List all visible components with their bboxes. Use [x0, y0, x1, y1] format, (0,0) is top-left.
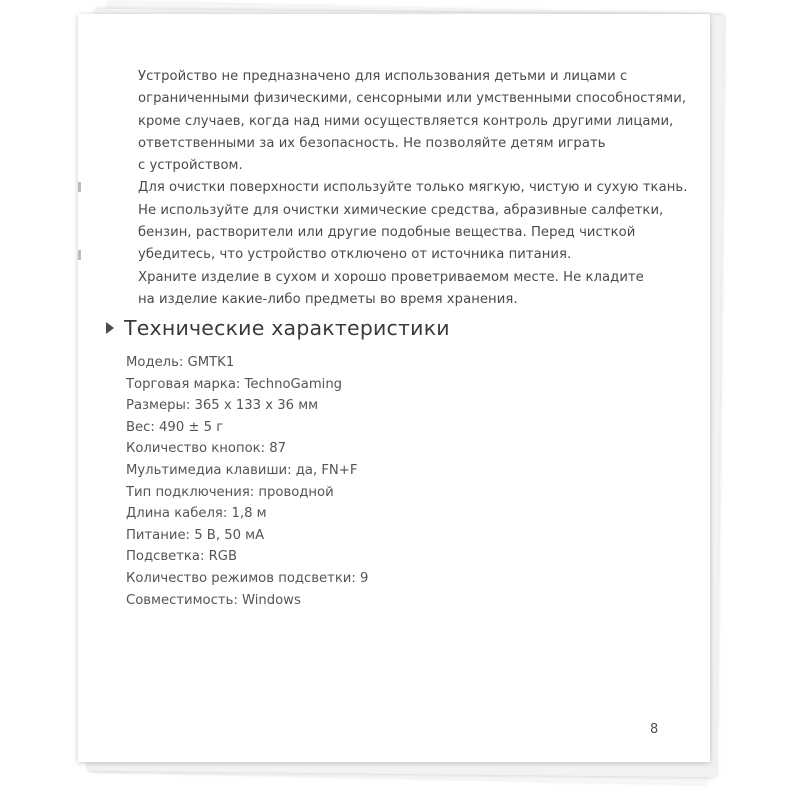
specs-heading-text: Технические характеристики	[124, 316, 450, 340]
text-line: Храните изделие в сухом и хорошо проветриваемом месте. Не кладите	[138, 269, 644, 285]
spec-item: Модель: GMTK1	[126, 355, 235, 370]
spec-item: Тип подключения: проводной	[126, 484, 334, 500]
text-line: убедитесь, что устройство отключено от источника питания.	[138, 247, 572, 263]
spec-item: Количество режимов подсветки: 9	[126, 570, 369, 586]
binding-mark	[78, 250, 81, 260]
spec-item: Вес: 490 ± 5 г	[126, 419, 224, 435]
specs-list	[126, 352, 368, 611]
spec-item: Длина кабеля: 1,8 м	[126, 506, 267, 522]
spec-item: Питание: 5 В, 50 мА	[126, 527, 265, 543]
text-line: ответственными за их безопасность. Не позволяйте детям играть	[138, 135, 606, 151]
spec-item: Подсветка: RGB	[126, 549, 238, 565]
triangle-bullet-icon	[106, 322, 114, 334]
spec-item: Торговая марка: TechnoGaming	[126, 376, 343, 392]
spec-item: Размеры: 365 x 133 x 36 мм	[126, 398, 319, 414]
binding-mark	[78, 182, 81, 192]
spec-item: Количество кнопок: 87	[126, 441, 287, 457]
spec-item: Мультимедиа клавиши: да, FN+F	[126, 462, 358, 478]
text-line: ограниченными физическими, сенсорными или умственными способностями,	[138, 91, 687, 107]
specs-heading	[106, 316, 450, 340]
text-line: Устройство не предназначено для использования детьми и лицами с	[138, 69, 628, 84]
spec-item: Совместимость: Windows	[126, 592, 301, 608]
text-line: бензин, растворители или другие подобные вещества. Перед чисткой	[138, 225, 636, 241]
text-line: Не используйте для очистки химические средства, абразивные салфетки,	[138, 202, 664, 218]
text-line: кроме случаев, когда над ними осуществляется контроль другими лицами,	[138, 113, 674, 129]
text-line: на изделие какие-либо предметы во время хранения.	[138, 291, 518, 307]
text-line: Для очистки поверхности используйте только мягкую, чистую и сухую ткань.	[138, 180, 688, 196]
text-line: с устройством.	[138, 158, 243, 174]
safety-instructions	[138, 66, 688, 311]
page-number: 8	[650, 722, 659, 737]
manual-page	[78, 14, 710, 762]
